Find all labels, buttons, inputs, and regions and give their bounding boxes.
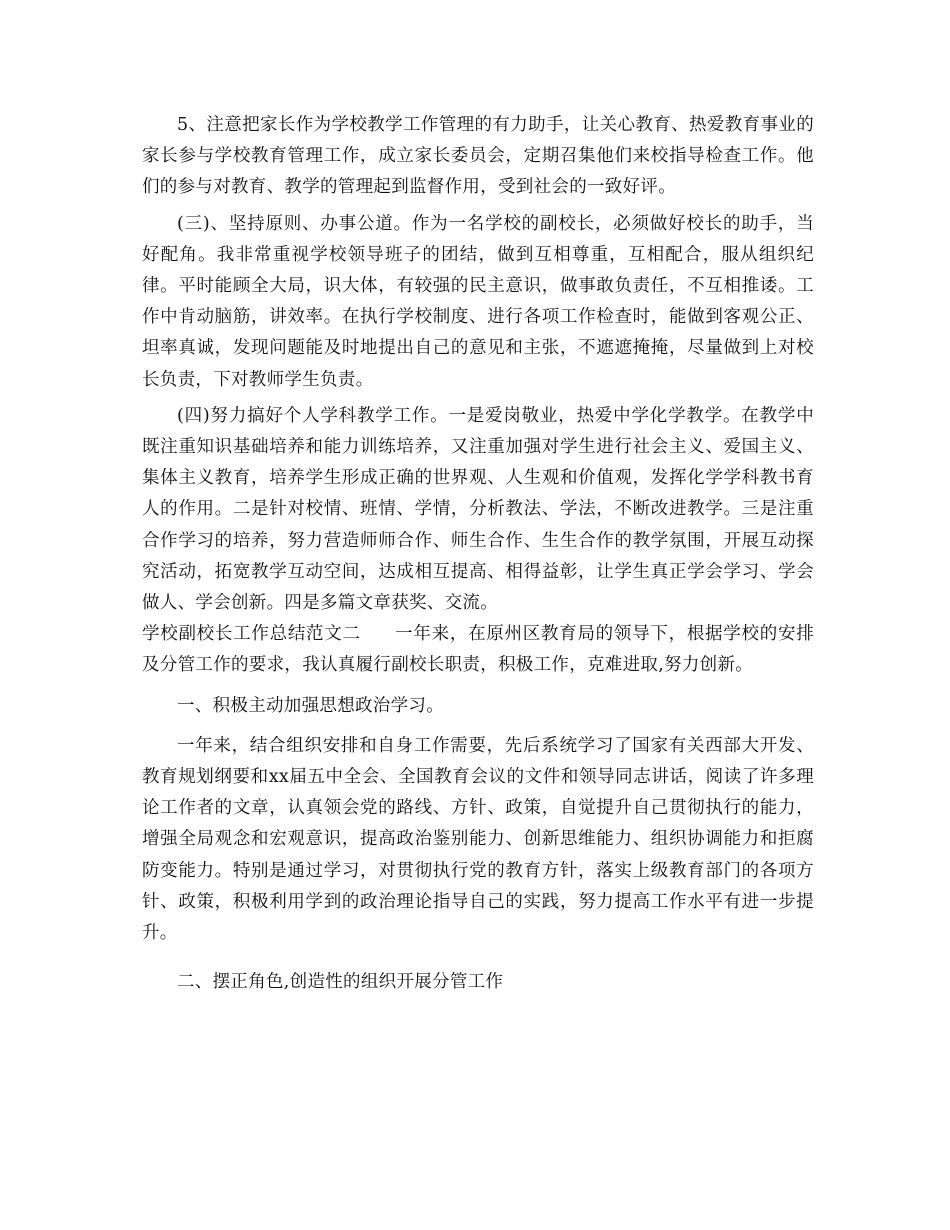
paragraph-parents-committee: 5、注意把家长作为学校教学工作管理的有力助手，让关心教育、热爱教育事业的家长参与学校教育管理工作，成立家长委员会，定期召集他们来校指导检查工作。他们的参与对教育、教学的管理起到监督作用，受到社会的一致好评。 bbox=[142, 115, 814, 198]
section-title: 学校副校长工作总结范文二 bbox=[142, 624, 361, 645]
section-intro-paragraph bbox=[142, 619, 814, 681]
heading-political-study: 一、积极主动加强思想政治学习。 bbox=[177, 695, 444, 716]
section-intro: 一年来，在原州区教育局的领导下，根据学校的安排及分管工作的要求，我认真履行副校长职责，积极工作，克难进取,努力创新。 bbox=[142, 624, 814, 676]
paragraph-political-study: 一年来，结合组织安排和自身工作需要，先后系统学习了国家有关西部大开发、教育规划纲要和xx届五中全会、全国教育会议的文件和领导同志讲话，阅读了许多理论工作者的文章，认真领会党的路线、方针、政策，自觉提升自己贯彻执行的能力，增强全局观念和宏观意识，提高政治鉴别能力、创新思维能力、组织协调能力和拒腐防变能力。特别是通过学习，对贯彻执行党的教育方针，落实上级教育部门的各项方针、政策，积极利用学到的政治理论指导自己的实践，努力提高工作水平有进一步提升。 bbox=[142, 735, 814, 944]
paragraph-teaching-work: (四)努力搞好个人学科教学工作。一是爱岗敬业，热爱中学化学教学。在教学中既注重知识基础培养和能力训练培养，又注重加强对学生进行社会主义、爱国主义、集体主义教育，培养学生形成正确的世界观、人生观和价值观，发挥化学学科教书育人的作用。二是针对校情、班情、学情，分析教法、学法，不断改进教学。三是注重合作学习的培养，努力营造师师合作、师生合作、生生合作的教学氛围，开展互动探究活动，拓宽教学互动空间，达成相互提高、相得益彰，让学生真正学会学习、学会做人、学会创新。四是多篇文章获奖、交流。 bbox=[142, 405, 814, 614]
paragraph-principles: (三)、坚持原则、办事公道。作为一名学校的副校长，必须做好校长的助手，当好配角。我非常重视学校领导班子的团结，做到互相尊重，互相配合，服从组织纪律。平时能顾全大局，识大体，有较强的民主意识，做事敢负责任，不互相推诿。工作中肯动脑筋，讲效率。在执行学校制度、进行各项工作检查时，能做到客观公正、坦率真诚，发现问题能及时地提出自己的意见和主张，不遮遮掩掩，尽量做到上对校长负责，下对教师学生负责。 bbox=[142, 213, 814, 390]
document-page bbox=[142, 110, 814, 998]
heading-role-position: 二、摆正角色,创造性的组织开展分管工作 bbox=[177, 972, 504, 993]
